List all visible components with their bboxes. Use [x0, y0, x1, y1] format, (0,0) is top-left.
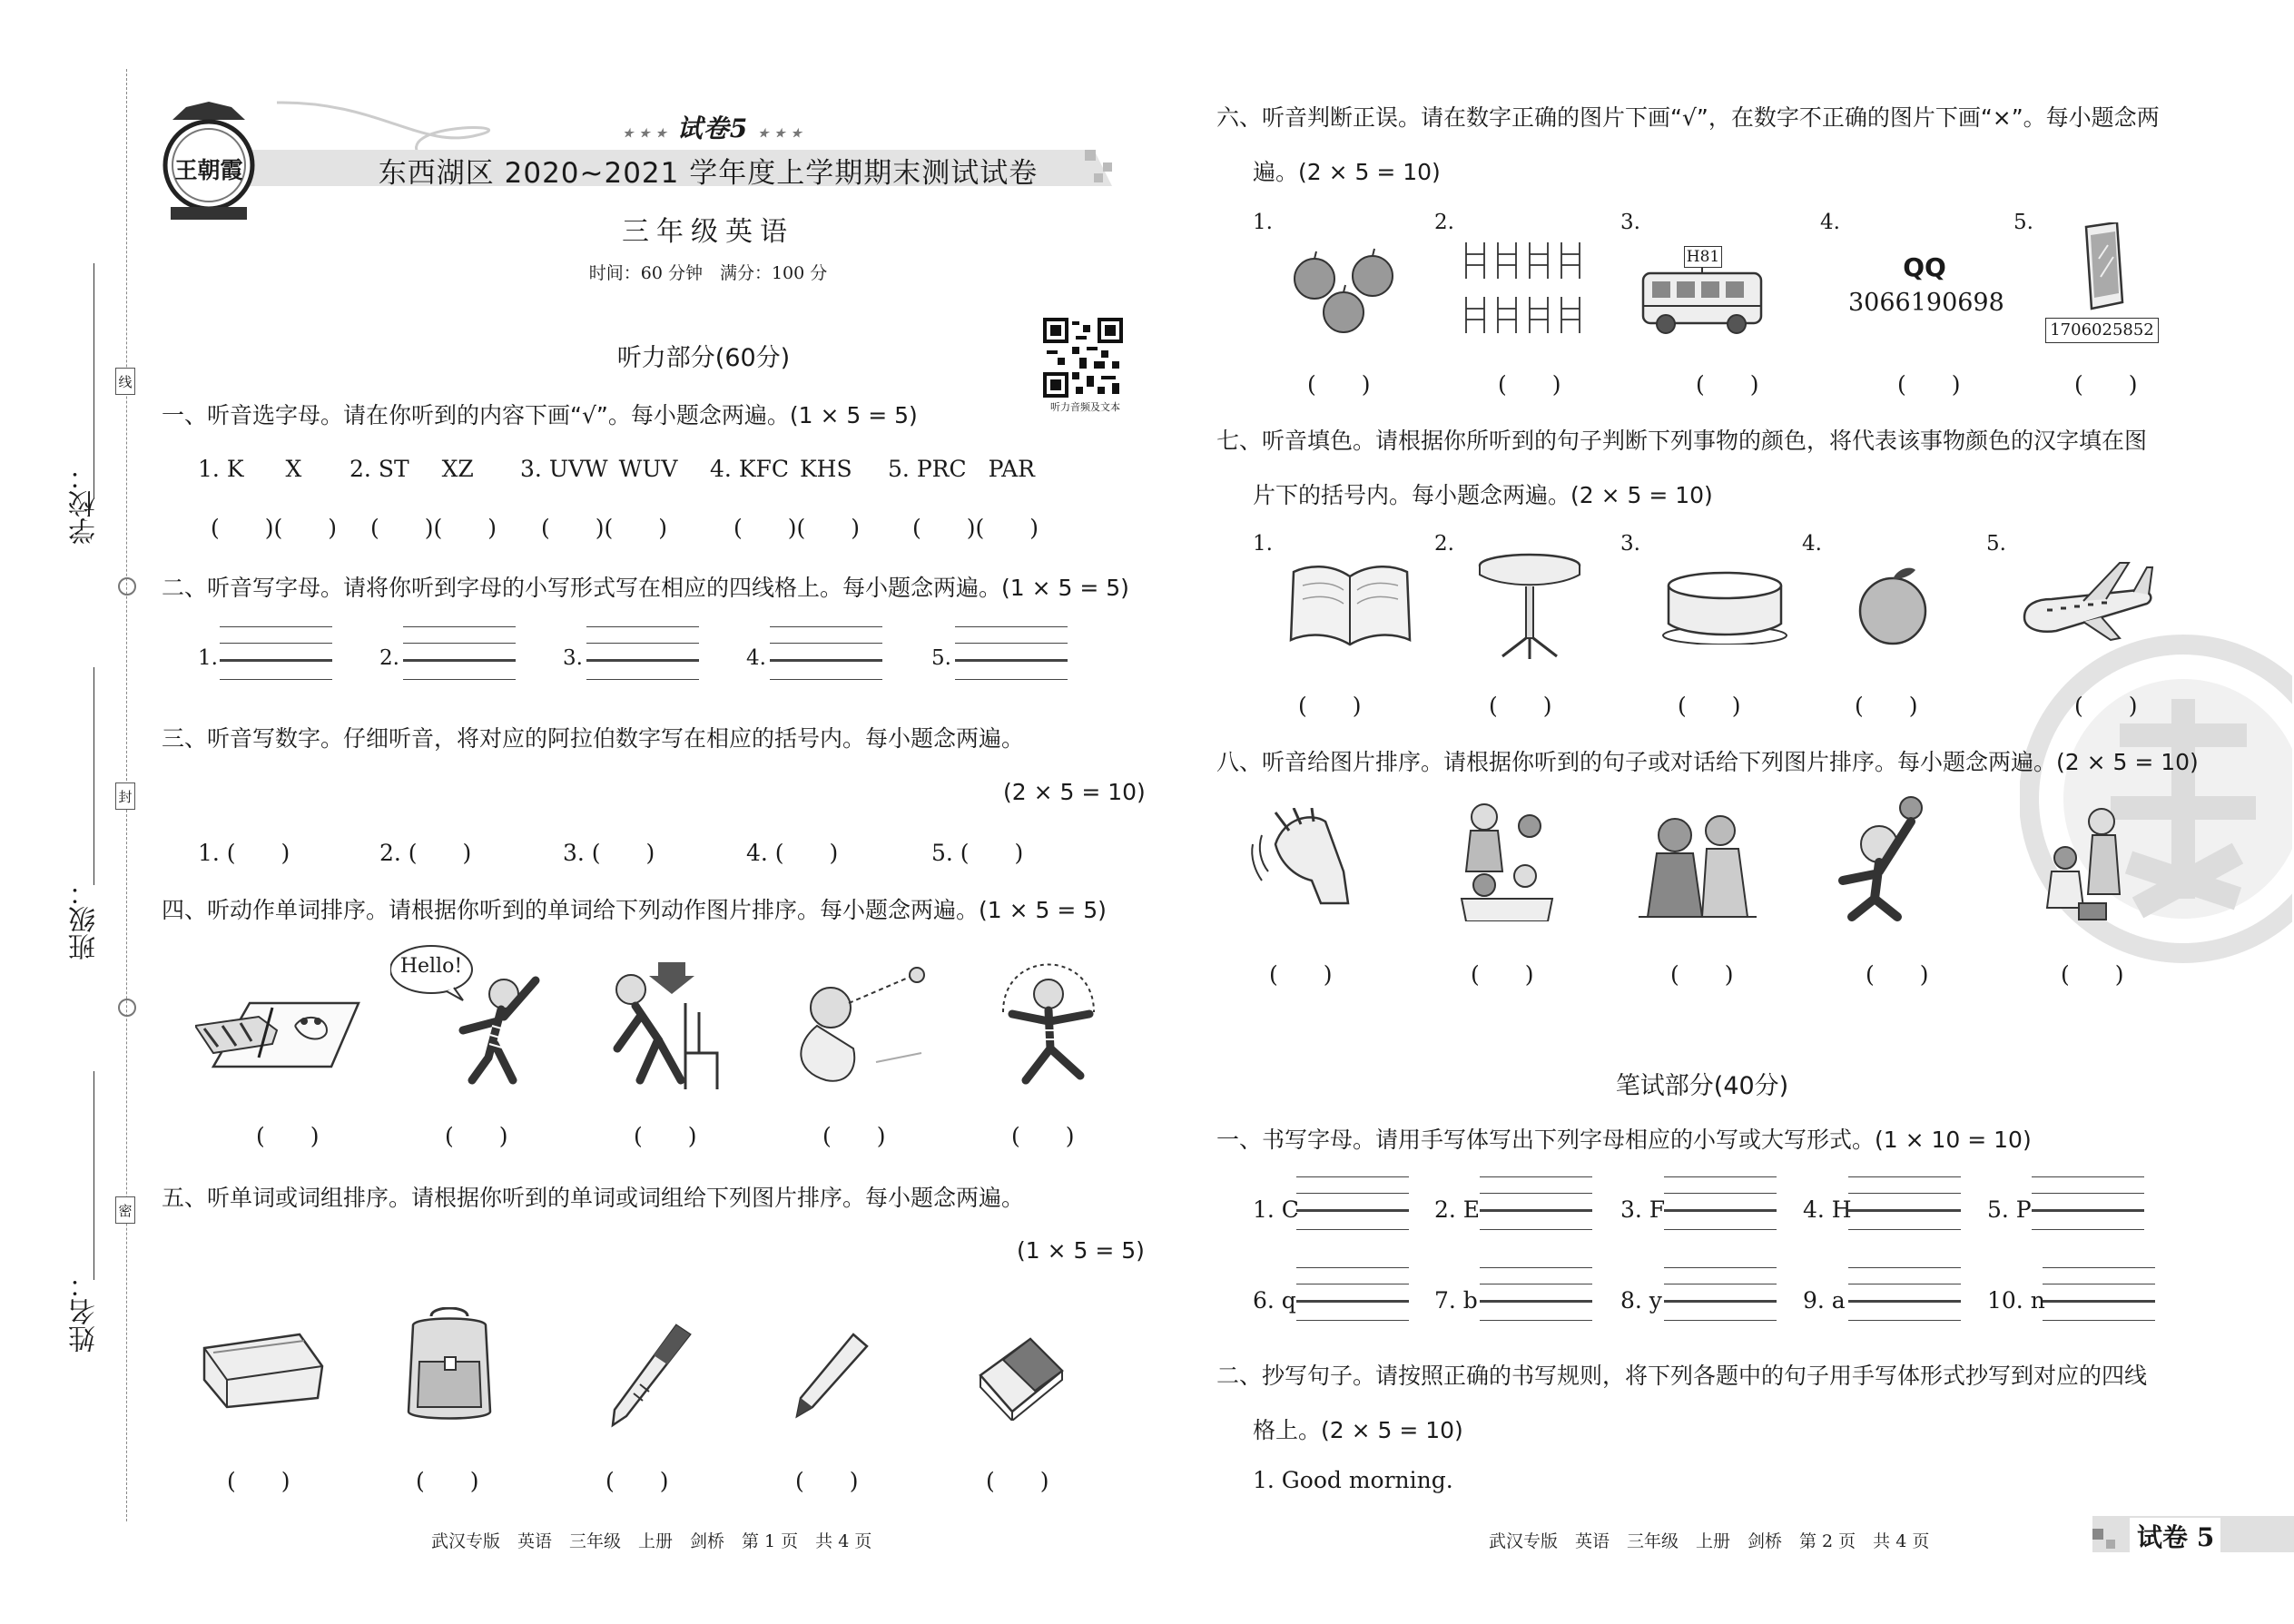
listening-section-title: 听力部分(60分): [616, 344, 791, 372]
binding-hole-icon: [118, 999, 136, 1017]
q8-answer-1[interactable]: ( ): [1269, 961, 1333, 988]
q3-answer-5[interactable]: 5. ( ): [931, 840, 1024, 866]
q2-num-1: 1.: [198, 646, 218, 670]
q7-num-1: 1.: [1253, 532, 1273, 556]
q7-answer-3[interactable]: ( ): [1678, 693, 1741, 719]
option-a[interactable]: PRC: [916, 456, 967, 482]
w1-title: 一、书写字母。请用手写体写出下列字母相应的小写或大写形式。(1 × 10 = 10): [1216, 1127, 2032, 1153]
seal-mark-mi: 密: [115, 1196, 135, 1224]
qr-code-icon[interactable]: [1043, 318, 1123, 398]
q7-title: 七、听音填色。请根据你所听到的句子判断下列事物的颜色，将代表该事物颜色的汉字填在图: [1216, 428, 2148, 454]
q7-num-5: 5.: [1986, 532, 2006, 556]
q1-item-4: [710, 456, 852, 482]
q4-answer-4[interactable]: ( ): [822, 1123, 886, 1149]
star-icon: ★ ★ ★: [622, 127, 667, 141]
q1-item-5: [888, 456, 1035, 482]
q4-answer-2[interactable]: ( ): [445, 1123, 508, 1149]
classroom-picture: [1457, 799, 1557, 921]
q6-num-3: 3.: [1620, 211, 1640, 234]
plane-picture: [2020, 554, 2156, 645]
q6-title-2: 遍。(2 × 5 = 10): [1253, 159, 1441, 185]
three-apples-picture: [1289, 247, 1398, 338]
q6-answer-3[interactable]: ( ): [1696, 371, 1759, 398]
eraser-picture: [971, 1334, 1071, 1421]
q1-item-1: [198, 456, 301, 482]
w1-four-line-6[interactable]: [1296, 1267, 1409, 1324]
sit-down-picture: [595, 962, 731, 1089]
q3-answer-1[interactable]: 1. ( ): [198, 840, 290, 866]
w1-item-6: 6. q: [1253, 1287, 1296, 1314]
q2-title: 二、听音写字母。请将你听到字母的小写形式写在相应的四线格上。每小题念两遍。(1 × 5 = 5): [162, 575, 1129, 601]
q7-num-4: 4.: [1802, 532, 1822, 556]
traveller-picture: [2043, 803, 2133, 921]
q2-four-line-3[interactable]: [586, 626, 699, 683]
hand-wave-picture: [1248, 808, 1366, 908]
qq-number: 3066190698: [1848, 289, 2004, 317]
group-scene-picture: [1639, 803, 1757, 921]
w1-item-10: 10. n: [1987, 1287, 2045, 1314]
q7-title-2: 片下的括号内。每小题念两遍。(2 × 5 = 10): [1253, 482, 1713, 508]
hello-bubble-text: Hello!: [399, 955, 463, 978]
qr-caption: 听力音频及文本: [1050, 401, 1120, 413]
q5-answer-2[interactable]: ( ): [416, 1468, 479, 1494]
point-action-picture: [785, 962, 930, 1089]
q1-answer-4[interactable]: ( )( ): [733, 515, 861, 541]
q2-four-line-1[interactable]: [220, 626, 332, 683]
option-b[interactable]: PAR: [988, 456, 1035, 482]
w1-item-2: 2. E: [1434, 1196, 1481, 1223]
q2-four-line-5[interactable]: [955, 626, 1068, 683]
q2-num-5: 5.: [931, 646, 951, 670]
q8-title: 八、听音给图片排序。请根据你听到的句子或对话给下列图片排序。每小题念两遍。(2 × 5 = 10): [1216, 749, 2199, 775]
w1-item-5: 5. P: [1987, 1196, 2032, 1223]
jump-action-picture: [976, 958, 1121, 1094]
item-number: 5.: [888, 456, 910, 482]
name-label: 姓名：: [69, 1271, 101, 1353]
q5-answer-3[interactable]: ( ): [605, 1468, 669, 1494]
w1-four-line-1[interactable]: [1296, 1176, 1409, 1233]
option-a[interactable]: UVW: [548, 456, 608, 482]
w1-item-7: 7. b: [1434, 1287, 1478, 1314]
w1-item-9: 9. a: [1803, 1287, 1846, 1314]
w1-four-line-3[interactable]: [1664, 1176, 1777, 1233]
q3-score: (2 × 5 = 10): [1003, 779, 1146, 805]
footer-right: 武汉专版 英语 三年级 上册 剑桥 第 2 页 共 4 页: [1489, 1531, 1930, 1551]
star-icon: ★ ★ ★: [757, 127, 802, 141]
q8-answer-3[interactable]: ( ): [1670, 961, 1734, 988]
item-number: 1.: [198, 456, 220, 482]
q5-title: 五、听单词或词组排序。请根据你听到的单词或词组给下列图片排序。每小题念两遍。: [162, 1185, 1025, 1211]
bus-picture: [1639, 241, 1766, 340]
q6-answer-5[interactable]: ( ): [2074, 371, 2138, 398]
pencil-case-picture: [200, 1330, 327, 1412]
q2-four-line-4[interactable]: [770, 626, 882, 683]
orange-picture: [1856, 561, 1929, 647]
q7-num-2: 2.: [1434, 532, 1454, 556]
chairs-picture: [1462, 238, 1598, 347]
w1-item-1: 1. C: [1253, 1196, 1299, 1223]
option-b[interactable]: XZ: [441, 456, 474, 482]
q7-answer-2[interactable]: ( ): [1489, 693, 1552, 719]
w1-four-line-5[interactable]: [2032, 1176, 2144, 1233]
q6-title: 六、听音判断正误。请在数字正确的图片下画“√”，在数字不正确的图片下画“×”。每小题念两: [1216, 104, 2160, 131]
logo-text: 王朝霞: [174, 157, 243, 183]
option-b[interactable]: WUV: [618, 456, 678, 482]
bus-sign: H81: [1684, 246, 1722, 268]
q1-answer-2[interactable]: ( )( ): [370, 515, 497, 541]
q8-answer-2[interactable]: ( ): [1471, 961, 1534, 988]
q3-answer-4[interactable]: 4. ( ): [746, 840, 839, 866]
q1-answer-3[interactable]: ( )( ): [541, 515, 668, 541]
w1-four-line-10[interactable]: [2043, 1267, 2155, 1324]
tiger-ball-picture: [1825, 794, 1934, 921]
w1-four-line-7[interactable]: [1480, 1267, 1592, 1324]
q5-answer-5[interactable]: ( ): [986, 1468, 1049, 1494]
seal-mark-feng: 封: [115, 782, 135, 810]
w2-title-2: 格上。(2 × 5 = 10): [1253, 1417, 1463, 1443]
q5-answer-1[interactable]: ( ): [227, 1468, 290, 1494]
pen-picture: [604, 1321, 694, 1430]
q7-answer-5[interactable]: ( ): [2074, 693, 2138, 719]
item-number: 4.: [710, 456, 732, 482]
paper-tag: [608, 109, 817, 145]
q2-num-3: 3.: [563, 646, 583, 670]
exam-meta: 时间：60 分钟 满分：100 分: [588, 263, 828, 283]
paper-tag-text: 试卷5: [676, 113, 749, 143]
table-picture: [1475, 552, 1584, 661]
option-b[interactable]: X: [285, 456, 302, 482]
w1-four-line-9[interactable]: [1848, 1267, 1961, 1324]
q2-num-2: 2.: [379, 646, 399, 670]
w1-item-3: 3. F: [1620, 1196, 1666, 1223]
q4-answer-1[interactable]: ( ): [256, 1123, 320, 1149]
q6-num-4: 4.: [1820, 211, 1840, 234]
option-a[interactable]: ST: [378, 456, 409, 482]
q5-answer-4[interactable]: ( ): [795, 1468, 859, 1494]
pencil-picture: [790, 1330, 871, 1421]
q5-score: (1 × 5 = 5): [1017, 1237, 1145, 1264]
phone-number: 1706025852: [2045, 318, 2159, 343]
q2-num-4: 4.: [746, 646, 766, 670]
q1-title: 一、听音选字母。请在你听到的内容下画“√”。每小题念两遍。(1 × 5 = 5): [162, 402, 918, 428]
footer-square-icon: [2106, 1540, 2115, 1549]
item-number: 2.: [350, 456, 371, 482]
seal-mark-xian: 线: [115, 368, 135, 395]
w2-sentence-1: 1. Good morning.: [1253, 1467, 1453, 1493]
draw-action-picture: [195, 976, 368, 1085]
w1-item-4: 4. H: [1803, 1196, 1852, 1223]
option-b[interactable]: KHS: [799, 456, 852, 482]
w1-four-line-2[interactable]: [1480, 1176, 1592, 1233]
q2-four-line-2[interactable]: [403, 626, 516, 683]
binding-strip: [0, 0, 154, 1624]
q6-answer-2[interactable]: ( ): [1498, 371, 1561, 398]
q3-title: 三、听音写数字。仔细听音，将对应的阿拉伯数字写在相应的括号内。每小题念两遍。: [162, 725, 1025, 752]
q1-item-3: [520, 456, 677, 482]
w1-four-line-8[interactable]: [1664, 1267, 1777, 1324]
say-hello-picture: [390, 944, 563, 1089]
q6-num-1: 1.: [1253, 211, 1273, 234]
option-a[interactable]: KFC: [738, 456, 789, 482]
logo-emblem: [154, 100, 263, 227]
qq-label: QQ: [1903, 252, 1946, 282]
footer-square-icon: [2092, 1529, 2103, 1540]
q6-num-5: 5.: [2013, 211, 2033, 234]
mobile-phone-picture: [2079, 222, 2124, 313]
q6-num-2: 2.: [1434, 211, 1454, 234]
cake-picture: [1661, 567, 1788, 645]
q8-answer-4[interactable]: ( ): [1866, 961, 1929, 988]
option-a[interactable]: K: [226, 456, 244, 482]
binding-hole-icon: [118, 577, 136, 595]
q4-answer-5[interactable]: ( ): [1011, 1123, 1075, 1149]
school-label: 学校：: [69, 463, 101, 545]
q6-answer-4[interactable]: ( ): [1897, 371, 1961, 398]
main-title: 东西湖区 2020~2021 学年度上学期期末测试试卷: [378, 157, 1039, 190]
q8-answer-5[interactable]: ( ): [2061, 961, 2124, 988]
footer-tag: 试卷 5: [2130, 1518, 2220, 1554]
q7-answer-1[interactable]: ( ): [1298, 693, 1362, 719]
q6-answer-1[interactable]: ( ): [1307, 371, 1371, 398]
q1-item-2: [350, 456, 474, 482]
q1-answer-1[interactable]: ( )( ): [211, 515, 338, 541]
q4-answer-3[interactable]: ( ): [634, 1123, 697, 1149]
q3-answer-2[interactable]: 2. ( ): [379, 840, 472, 866]
q7-answer-4[interactable]: ( ): [1855, 693, 1918, 719]
book-picture: [1289, 558, 1412, 649]
item-number: 3.: [520, 456, 542, 482]
schoolbag-picture: [399, 1307, 499, 1425]
subject-title: 三年级英语: [622, 216, 794, 248]
footer-left: 武汉专版 英语 三年级 上册 剑桥 第 1 页 共 4 页: [431, 1531, 872, 1551]
q7-num-3: 3.: [1620, 532, 1640, 556]
w1-item-8: 8. y: [1620, 1287, 1662, 1314]
w2-title: 二、抄写句子。请按照正确的书写规则，将下列各题中的句子用手写体形式抄写到对应的四线: [1216, 1363, 2148, 1389]
class-label: 班级：: [69, 879, 101, 960]
w1-four-line-4[interactable]: [1848, 1176, 1961, 1233]
q1-answer-5[interactable]: ( )( ): [912, 515, 1039, 541]
q4-title: 四、听动作单词排序。请根据你听到的单词给下列动作图片排序。每小题念两遍。(1 × 5 = 5): [162, 897, 1107, 923]
writing-section-title: 笔试部分(40分): [1615, 1072, 1789, 1100]
q3-answer-3[interactable]: 3. ( ): [563, 840, 655, 866]
